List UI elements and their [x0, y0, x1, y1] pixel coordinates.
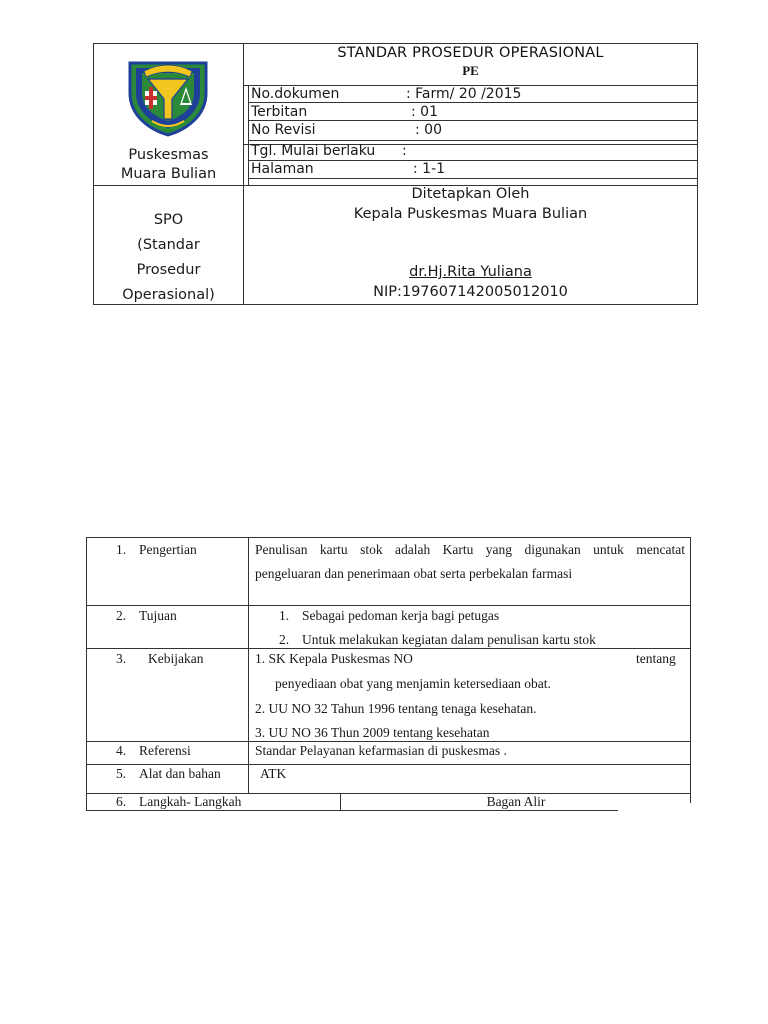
policy-item-tail: tentang [636, 651, 676, 666]
field-value: : 1-1 [413, 161, 446, 177]
spo-line: SPO [153, 212, 184, 228]
org-name-line2: Muara Bulian [120, 166, 217, 182]
document-subtitle: PE [462, 63, 479, 78]
spo-label [94, 208, 243, 308]
row-number: 5. [116, 766, 127, 781]
row-label: Referensi [139, 743, 191, 758]
field-label: No.dokumen [251, 86, 340, 102]
row-label: Tujuan [139, 608, 177, 623]
table-row-pengertian [86, 538, 690, 605]
field-label: Halaman [251, 161, 314, 177]
spo-line: (Standar [137, 237, 200, 253]
document-title: STANDAR PROSEDUR OPERASIONAL [337, 45, 604, 61]
field-value: : [402, 143, 407, 159]
field-label: Tgl. Mulai berlaku [251, 143, 376, 159]
approval-line1: Ditetapkan Oleh [411, 186, 530, 202]
table-row-referensi [86, 742, 690, 764]
field-terbitan [251, 104, 691, 120]
approval-line2: Kepala Puskesmas Muara Bulian [353, 206, 588, 222]
spo-line: Prosedur [136, 262, 201, 278]
row-number: 3. [116, 651, 127, 666]
policy-item: 2. UU NO 32 Tahun 1996 tentang tenaga kesehatan. [255, 701, 537, 716]
row-text-line: Penulisan kartu stok adalah Kartu yang digunakan untuk mencatat [255, 542, 685, 557]
row-text-line: pengeluaran dan penerimaan obat serta perbekalan farmasi [255, 566, 573, 581]
row-label: Langkah- Langkah [139, 794, 242, 809]
field-value: : 00 [415, 122, 442, 138]
field-no-revisi [251, 122, 691, 138]
field-tgl-mulai [251, 143, 691, 159]
row-number: 6. [116, 794, 127, 809]
approver-nip: NIP:197607142005012010 [373, 284, 568, 300]
field-label: No Revisi [251, 122, 316, 138]
list-item-number: 1. [279, 608, 290, 623]
row-number: 4. [116, 743, 127, 758]
row-number: 2. [116, 608, 127, 623]
row-text: Standar Pelayanan kefarmasian di puskesmas . [255, 743, 507, 758]
policy-item: 3. UU NO 36 Thun 2009 tentang kesehatan [255, 725, 490, 740]
field-value: : 01 [411, 104, 438, 120]
row-label: Alat dan bahan [139, 766, 221, 781]
org-name-line1: Puskesmas [128, 147, 209, 163]
flowchart-header: Bagan Alir [486, 794, 546, 809]
field-label: Terbitan [251, 104, 308, 120]
table-row-langkah [86, 794, 690, 811]
policy-item: 1. SK Kepala Puskesmas NO [255, 651, 413, 666]
row-number: 1. [116, 542, 127, 557]
policy-item-cont: penyediaan obat yang menjamin ketersediaan obat. [275, 676, 551, 691]
field-value: : Farm/ 20 /2015 [406, 86, 522, 102]
puskesmas-emblem-icon [124, 55, 212, 137]
field-no-dokumen [251, 86, 691, 102]
table-row-alat [86, 765, 690, 793]
row-text: ATK [260, 766, 287, 781]
list-item-number: 2. [279, 632, 290, 647]
table-row-tujuan [86, 606, 690, 648]
approver-name: dr.Hj.Rita Yuliana [409, 264, 532, 280]
list-item: Sebagai pedoman kerja bagi petugas [302, 608, 500, 623]
field-halaman [251, 161, 691, 177]
spo-line: Operasional) [122, 287, 215, 303]
row-label: Kebijakan [148, 651, 204, 666]
row-label: Pengertian [139, 542, 197, 557]
list-item: Untuk melakukan kegiatan dalam penulisan kartu stok [302, 632, 596, 647]
table-row-kebijakan [86, 649, 690, 741]
